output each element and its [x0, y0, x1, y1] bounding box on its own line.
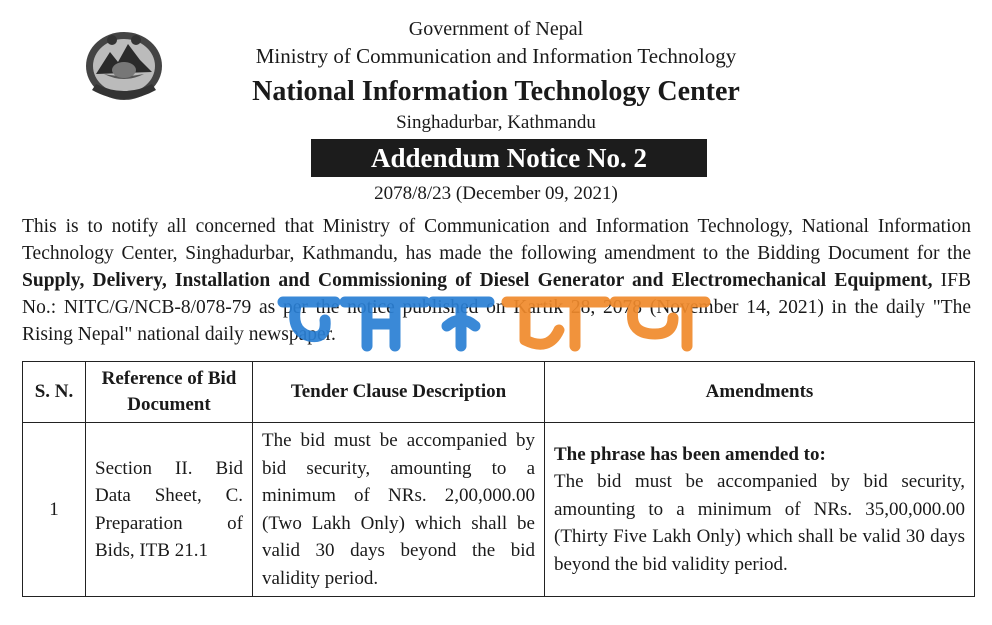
row-reference: Section II. Bid Data Sheet, C. Preparation of Bids, ITB 21.1	[86, 423, 253, 597]
notice-title-banner: Addendum Notice No. 2	[311, 139, 707, 177]
amendment-table	[22, 361, 975, 597]
table-header-row	[23, 362, 975, 423]
body-intro: This is to notify all concerned that Ministry of Communication and Information Technology, National Information Technology Center, Singhadurbar, Kathmandu, has made the following amendment to the Bidding Document for the	[22, 216, 971, 264]
table-row	[23, 423, 975, 597]
header-reference: Reference of Bid Document	[86, 362, 253, 423]
row-amendment	[545, 423, 975, 597]
row-sn: 1	[23, 423, 86, 597]
header-amendments: Amendments	[545, 362, 975, 423]
address-line: Singhadurbar, Kathmandu	[396, 112, 596, 133]
ministry-line: Ministry of Communication and Information Technology	[255, 44, 737, 68]
row-description: The bid must be accompanied by bid security, amounting to a minimum of NRs. 2,00,000.00 (Two Lakh Only) which shall be valid 30 days beyond the bid validity period.	[253, 423, 545, 597]
header-description: Tender Clause Description	[253, 362, 545, 423]
notice-date: 2078/8/23 (December 09, 2021)	[374, 183, 618, 204]
amendment-heading: The phrase has been amended to:	[554, 443, 826, 465]
watermark-logo-icon	[275, 280, 715, 370]
amendment-text: The bid must be accompanied by bid security, amounting to a minimum of NRs. 35,00,000.00 (Thirty Five Lakh Only) which shall be valid 30 days beyond the bid validity period.	[554, 471, 965, 575]
body-bold-subject: Supply, Delivery, Installation and Commissioning of Diesel Generator and Electromechanical Equipment,	[22, 270, 933, 291]
body-rest: IFB No.: NITC/G/NCB-8/078-79 as per the notice published on Kartik 28, 2078 (November 14, 2021) in the daily "The Rising Nepal" national daily newspaper.	[22, 270, 971, 345]
government-line: Government of Nepal	[408, 18, 584, 40]
header-sn: S. N.	[23, 362, 86, 423]
center-name: National Information Technology Center	[252, 76, 740, 107]
